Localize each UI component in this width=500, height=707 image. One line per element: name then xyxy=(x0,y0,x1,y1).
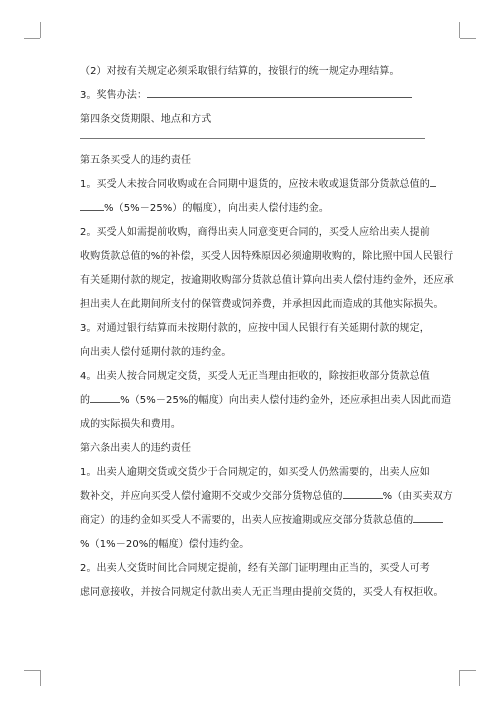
clause-3-2-text: （2）对按有关规定必须采取银行结算的，按银行的统一规定办理结算。 xyxy=(80,66,400,77)
article-6-item-1-line-1: 1。出卖人逾期交货或交货少于合同规定的，如买受人仍然需要的，出卖人应如 xyxy=(80,467,430,478)
article-5-item-2-line-1: 2。买受人如需提前收购，商得出卖人同意变更合同的，买受人应给出卖人提前 xyxy=(80,227,430,238)
article-5-item-2-line-4: 担出卖人在此期间所支付的保管费或饲养费，并承担因此而造成的其他实际损失。 xyxy=(80,299,444,310)
article-6-item-1-line-3: 商定）的违约金如买受人不需要的，出卖人应按逾期或应交部分货款总值的 xyxy=(80,509,425,533)
blank-underline xyxy=(430,177,436,187)
crop-mark-bottom-left-h xyxy=(24,670,40,671)
article-6-heading: 第六条出卖人的违约责任 xyxy=(80,443,192,454)
blank-underline xyxy=(80,201,104,211)
blank-underline xyxy=(343,489,383,499)
article-5-item-1-line-2: %（5%－25%）的幅度），向出卖人偿付违约金。 xyxy=(80,197,425,221)
crop-mark-top-left-h xyxy=(24,38,40,39)
article-5-item-1-line-1: 1。买受人未按合同收购或在合同期中退货的，应按未收或退货部分货款总值的 xyxy=(80,173,425,197)
blank-underline xyxy=(90,393,120,403)
article-5-item-4-line-2: 的 %（5%－25%的幅度）向出卖人偿付违约金外，还应承担出卖人因此而造 xyxy=(80,395,452,406)
article-5-item-2-line-3: 有关延期付款的规定，按逾期收购部分货款总值计算向出卖人偿付违约金外，还应承 xyxy=(80,275,454,286)
blank-underline xyxy=(413,513,443,523)
article-5-item-2-line-2: 收购货款总值的%的补偿，买受人因特殊原因必须逾期收购的，除比照中国人民银行 xyxy=(80,251,454,262)
crop-mark-top-left-v xyxy=(40,22,41,38)
article-5-heading: 第五条买受人的违约责任 xyxy=(80,155,192,166)
crop-mark-top-right-h xyxy=(460,38,476,39)
article-5-item-3-line-2: 向出卖人偿付延期付款的违约金。 xyxy=(80,347,232,358)
document-body xyxy=(80,60,454,605)
article-6-item-1-line-2: 数补交，并应向买受人偿付逾期不交或少交部分货物总值的 %（由买卖双方 xyxy=(80,491,453,502)
article-4-blank-rule xyxy=(80,138,425,139)
crop-mark-bottom-right-v xyxy=(459,670,460,686)
article-5-item-3-line-1: 3。对通过银行结算而未按期付款的，应按中国人民银行有关延期付款的规定， xyxy=(80,323,430,334)
article-6-item-2-line-1: 2。出卖人交货时间比合同规定提前，经有关部门证明理由正当的，买受人可考 xyxy=(80,563,430,574)
crop-mark-bottom-right-h xyxy=(460,670,476,671)
article-6-item-2-line-2: 虑同意接收，并按合同规定付款出卖人无正当理由提前交货的，买受人有权拒收。 xyxy=(80,587,444,598)
reward-method-line: 3。奖售办法： xyxy=(80,84,425,108)
article-5-item-4-line-3: 成的实际损失和费用。 xyxy=(80,419,181,430)
blank-underline xyxy=(147,88,412,98)
crop-mark-top-right-v xyxy=(459,22,460,38)
article-6-item-1-line-4: %（1%－20%的幅度）偿付违约金。 xyxy=(80,539,250,550)
article-4-heading: 第四条交货期限、地点和方式 xyxy=(80,114,212,125)
article-5-item-4-line-1: 4。出卖人按合同规定交货，买受人无正当理由拒收的，除按拒收部分货款总值 xyxy=(80,371,430,382)
crop-mark-bottom-left-v xyxy=(40,670,41,686)
